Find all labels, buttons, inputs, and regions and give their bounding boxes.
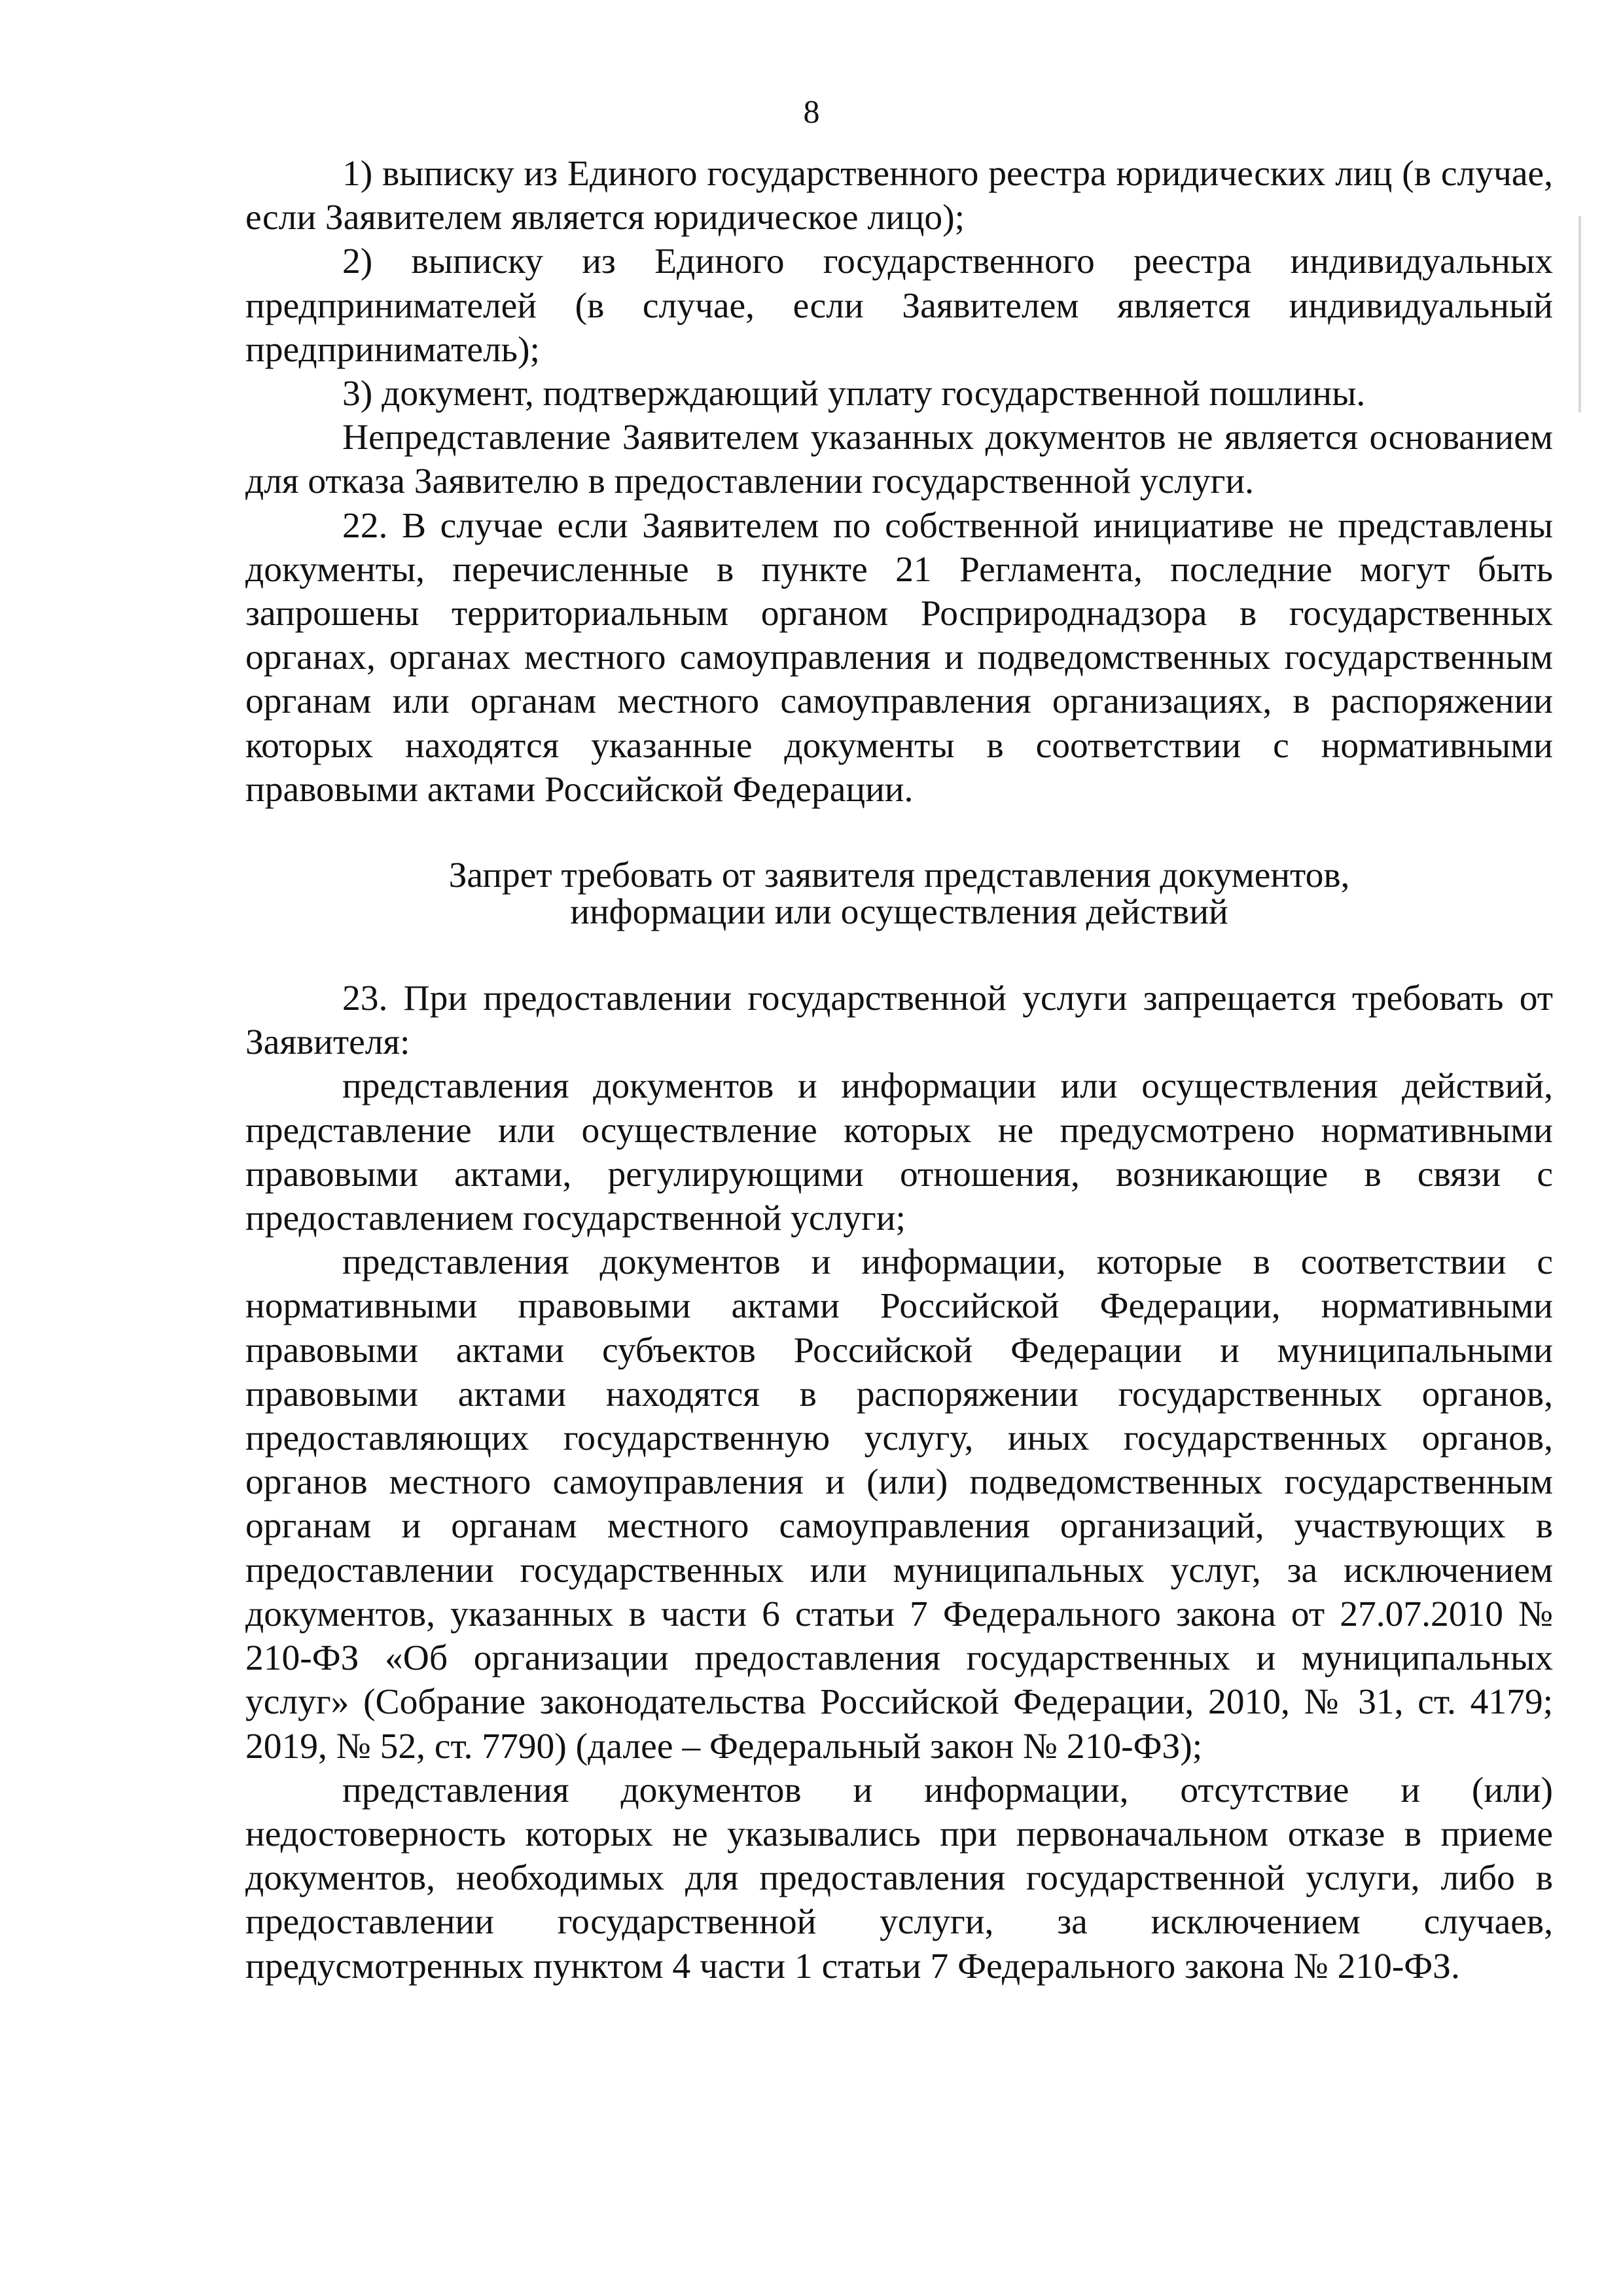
paragraph-23-item-2: представления документов и информации, которые в соответствии с нормативными правовыми актами Российской Федерации, нормативными правовыми актами субъектов Российской Федерации и муниципальными правовыми актами находятся в распоряжении государственных органов, предоставляющих государственную услугу, иных государственных органов, органов местного самоуправления и (или) подведомственных государственным органам и органам местного самоуправления организаций, участвующих в предоставлении государственных или муниципальных услуг, за исключением документов, указанных в части 6 статьи 7 Федерального закона от 27.07.2010 № 210-ФЗ «Об организации предоставления государственных и муниципальных услуг» (Собрание законодательства Российской Федерации, 2010, № 31, ст. 4179; 2019, № 52, ст. 7790) (далее – Федеральный закон № 210-ФЗ); [245,1242,1553,1767]
list-item-2: 2) выписку из Единого государственного реестра индивидуальных предпринимателей (в случае, если Заявителем является индивидуальный предприниматель); [245,242,1553,370]
list-item-1: 1) выписку из Единого государственного реестра юридических лиц (в случае, если Заявителем является юридическое лицо); [245,154,1553,238]
section-heading [245,857,1553,931]
document-body [245,152,1553,1988]
paragraph-23-item-1: представления документов и информации или осуществления действий, представление или осуществление которых не предусмотрено нормативными правовыми актами, регулирующими отношения, возникающие в связи с предоставлением государственной услуги; [245,1066,1553,1239]
page-number: 8 [803,93,820,130]
paragraph-23: 23. При предоставлении государственной услуги запрещается требовать от Заявителя: [245,978,1553,1063]
section-heading-line-2: информации или осуществления действий [570,892,1228,933]
section-heading-line-1: Запрет требовать от заявителя представления документов, [448,855,1350,896]
paragraph-23-item-3: представления документов и информации, отсутствие и (или) недостоверность которых не указывались при первоначальном отказе в приеме документов, необходимых для предоставления государственной услуги, либо в предоставлении государственной услуги, за исключением случаев, предусмотренных пунктом 4 части 1 статьи 7 Федерального закона № 210-ФЗ. [245,1770,1553,1986]
list-item-3: 3) документ, подтверждающий уплату государственной пошлины. [342,374,1366,414]
paragraph-non-submission: Непредставление Заявителем указанных документов не является основанием для отказа Заявителю в предоставлении государственной услуги. [245,418,1553,502]
paragraph-22: 22. В случае если Заявителем по собственной инициативе не представлены документы, перечисленные в пункте 21 Регламента, последние могут быть запрошены территориальным органом Росприроднадзора в государственных органах, органах местного самоуправления и подведомственных государственным органам или органам местного самоуправления организациях, в распоряжении которых находятся указанные документы в соответствии с нормативными правовыми актами Российской Федерации. [245,505,1553,810]
scan-edge-mark [1578,216,1581,412]
